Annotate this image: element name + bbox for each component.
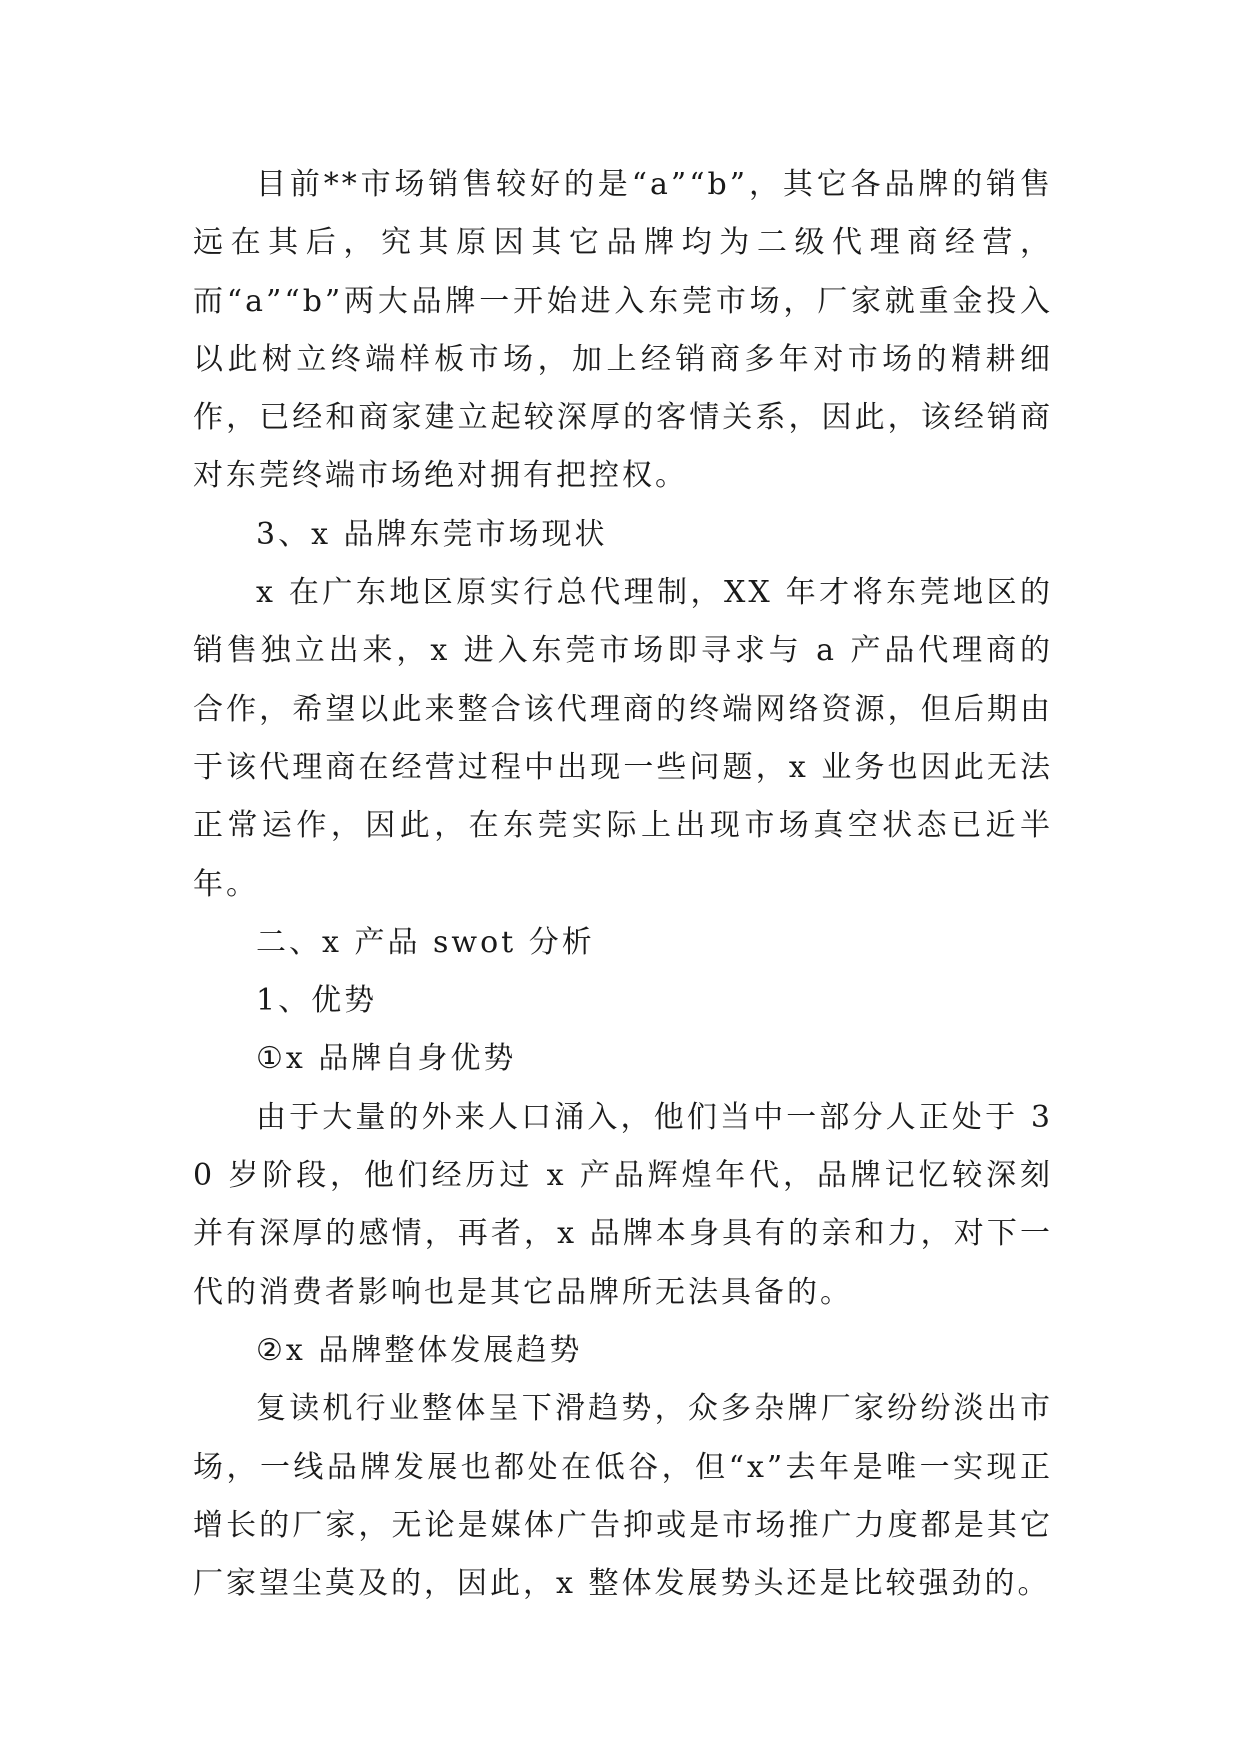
heading-strengths: 1、优势 <box>256 983 378 1019</box>
paragraph-brand-advantage: 由于大量的外来人口涌入，他们当中一部分人正处于 30 岁阶段，他们经历过 x 产品辉煌年代，品牌记忆较深刻并有深厚的感情，再者，x 品牌本身具有的亲和力，对下一代的消费者影响也是其它品牌所无法具备的。 <box>193 1099 1053 1310</box>
heading-development-trend: ②x 品牌整体发展趋势 <box>256 1332 583 1368</box>
document-body <box>193 156 1053 1613</box>
heading-brand-advantage: ①x 品牌自身优势 <box>256 1041 517 1077</box>
heading-x-brand-status: 3、x 品牌东莞市场现状 <box>256 516 608 552</box>
paragraph-x-brand-status: x 在广东地区原实行总代理制，XX 年才将东莞地区的销售独立出来，x 进入东莞市场即寻求与 a 产品代理商的合作，希望以此来整合该代理商的终端网络资源，但后期由于该代理商在经营过程中出现一些问题，x 业务也因此无法正常运作，因此，在东莞实际上出现市场真空状态已近半年。 <box>193 575 1053 902</box>
heading-swot-analysis: 二、x 产品 swot 分析 <box>256 924 595 960</box>
paragraph-development-trend: 复读机行业整体呈下滑趋势，众多杂牌厂家纷纷淡出市场，一线品牌发展也都处在低谷，但“x”去年是唯一实现正增长的厂家，无论是媒体广告抑或是市场推广力度都是其它厂家望尘莫及的，因此，x 整体发展势头还是比较强劲的。 <box>193 1391 1053 1602</box>
paragraph-market-sales: 目前**市场销售较好的是“a”“b”，其它各品牌的销售远在其后，究其原因其它品牌均为二级代理商经营，而“a”“b”两大品牌一开始进入东莞市场，厂家就重金投入以此树立终端样板市场，加上经销商多年对市场的精耕细作，已经和商家建立起较深厚的客情关系，因此，该经销商对东莞终端市场绝对拥有把控权。 <box>193 167 1053 494</box>
